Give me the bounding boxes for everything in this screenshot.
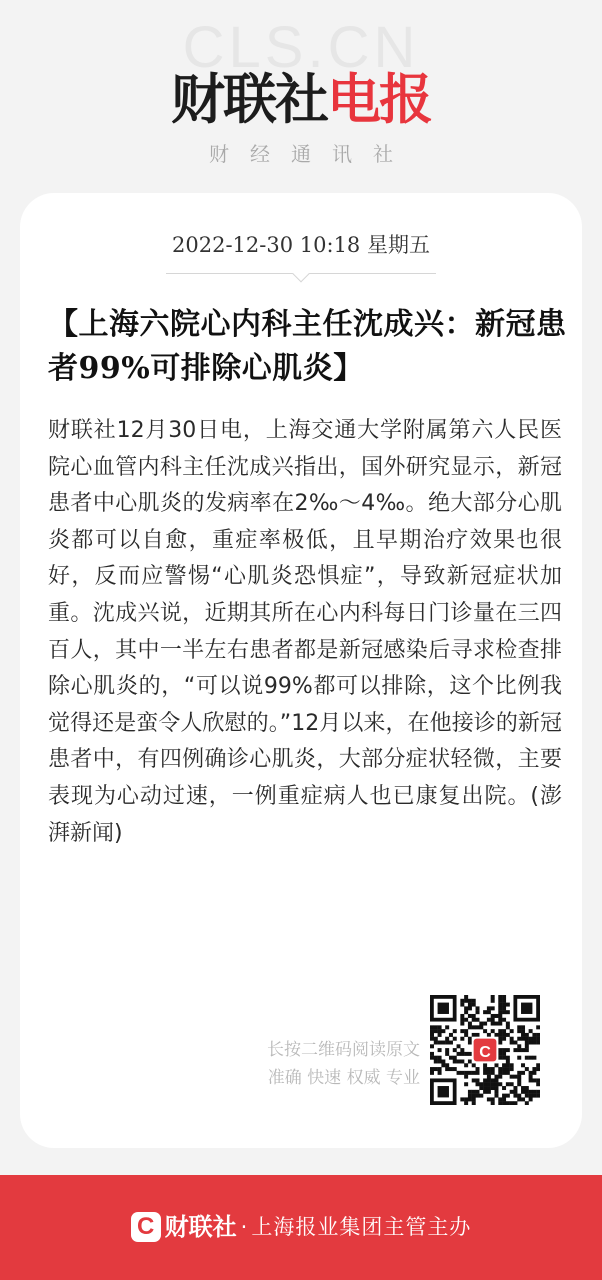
qr-slogan: 准确 快速 权威 专业: [267, 1068, 420, 1088]
divider-notch: [293, 266, 310, 283]
footer-content: [0, 1209, 602, 1244]
article-card: [20, 193, 582, 1148]
article-body: 财联社12月30日电，上海交通大学附属第六人民医院心血管内科主任沈成兴指出，国外研究显示，新冠患者中心肌炎的发病率在2‰～4‰。绝大部分心肌炎都可以自愈，重症率极低，且早期治疗效果也很好，反而应警惕“心肌炎恐惧症”，导致新冠症状加重。沈成兴说，近期其所在心内科每日门诊量在三四百人，其中一半左右患者都是新冠感染后寻求检查排除心肌炎的，“可以说99%都可以排除，这个比例我觉得还是蛮令人欣慰的。”12月以来，在他接诊的新冠患者中，有四例确诊心肌炎，大部分症状轻微，主要表现为心动过速，一例重症病人也已康复出院。(澎湃新闻): [48, 418, 562, 846]
qr-logo-letter: C: [479, 1044, 491, 1062]
brand-subtitle: 财经通讯社: [209, 142, 414, 166]
qr-hint-block: [267, 1036, 420, 1092]
brand-telegraph: 电报: [327, 68, 431, 131]
watermark: CLS.CN: [182, 15, 420, 80]
article-title: 【上海六院心内科主任沈成兴：新冠患者99%可排除心肌炎】: [48, 307, 567, 386]
header: [0, 0, 602, 200]
footer-separator: ·: [240, 1215, 248, 1239]
article-datetime: 2022-12-30 10:18 星期五: [172, 233, 430, 257]
brand-name: 财联社: [171, 68, 327, 131]
footer-banner: [0, 1175, 602, 1280]
footer-tagline: 上海报业集团主管主办: [251, 1215, 472, 1239]
qr-hint: 长按二维码阅读原文: [267, 1040, 420, 1060]
brand-logo: [0, 66, 602, 134]
footer-logo-icon: C: [131, 1212, 161, 1242]
qr-code-icon[interactable]: [430, 995, 540, 1105]
footer-brand: 财联社: [164, 1213, 237, 1241]
